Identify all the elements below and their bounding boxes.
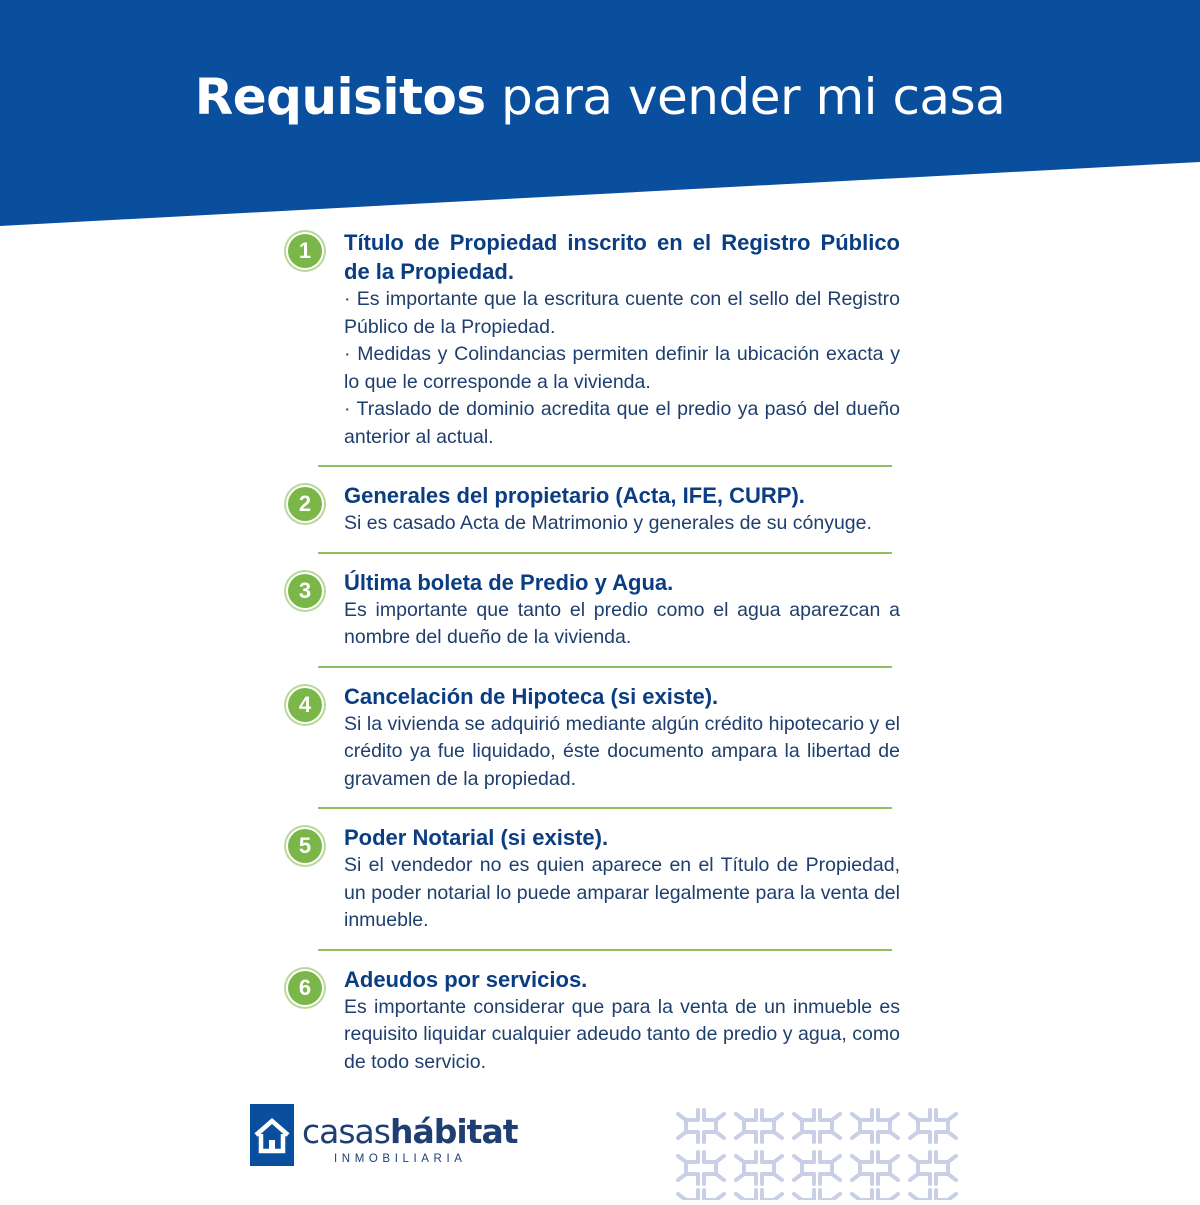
page-title — [0, 68, 1200, 126]
requirement-title: Título de Propiedad inscrito en el Registro Público de la Propiedad. — [344, 230, 900, 284]
brand-name-bold: hábitat — [389, 1112, 518, 1151]
requirement-line: · Es importante que la escritura cuente con el sello del Registro Público de la Propiedad. — [344, 288, 900, 338]
number-badge-3: 3 — [288, 574, 322, 608]
divider — [318, 666, 892, 668]
requirement-line: Si la vivienda se adquirió mediante algún crédito hipotecario y el crédito ya fue liquidado, éste documento ampara la libertad de gravamen de la propiedad. — [344, 712, 900, 790]
requirement-line: Es importante considerar que para la venta de un inmueble es requisito liquidar cualquier adeudo tanto de predio y agua, como de todo servicio. — [344, 995, 900, 1073]
divider — [318, 807, 892, 809]
number-badge-5: 5 — [288, 829, 322, 863]
divider — [318, 949, 892, 951]
pattern-icon — [672, 1104, 972, 1200]
number-badge-2: 2 — [288, 487, 322, 521]
page-title-light: para vender mi casa — [485, 68, 1006, 126]
requirement-line: Si el vendedor no es quien aparece en el Título de Propiedad, un poder notarial lo puede amparar legalmente para la venta del inmueble. — [344, 854, 900, 931]
requirement-title: Adeudos por servicios. — [344, 966, 588, 992]
requirement-item — [288, 965, 900, 1077]
brand-subtitle: INMOBILIARIA — [334, 1153, 467, 1165]
brand-name — [302, 1112, 518, 1151]
requirement-title: Última boleta de Predio y Agua. — [344, 569, 674, 595]
number-badge-4: 4 — [288, 688, 322, 722]
requirement-line: Es importante que tanto el predio como el agua aparezcan a nombre del dueño de la vivienda. — [344, 598, 900, 648]
number-badge-6: 6 — [288, 971, 322, 1005]
requirement-line: · Medidas y Colindancias permiten definir la ubicación exacta y lo que le corresponde a la vivienda. — [344, 343, 900, 393]
number-badge-1: 1 — [288, 234, 322, 268]
requirement-item — [288, 682, 900, 794]
requirement-item — [288, 481, 900, 538]
requirement-item — [288, 228, 900, 451]
brand-name-light: casas — [302, 1112, 390, 1151]
house-icon — [250, 1104, 294, 1166]
divider — [318, 465, 892, 467]
brand-logo — [250, 1104, 518, 1168]
requirement-title: Cancelación de Hipoteca (si existe). — [344, 683, 719, 709]
requirement-title: Generales del propietario (Acta, IFE, CURP). — [344, 483, 805, 508]
requirements-list — [288, 228, 900, 1076]
requirement-title: Poder Notarial (si existe). — [344, 825, 609, 850]
page-title-bold: Requisitos — [194, 68, 486, 126]
requirement-item — [288, 568, 900, 652]
requirement-line: · Traslado de dominio acredita que el predio ya pasó del dueño anterior al actual. — [344, 398, 900, 448]
divider — [318, 552, 892, 554]
requirement-line: Si es casado Acta de Matrimonio y generales de su cónyuge. — [344, 512, 872, 534]
requirement-item — [288, 823, 900, 935]
